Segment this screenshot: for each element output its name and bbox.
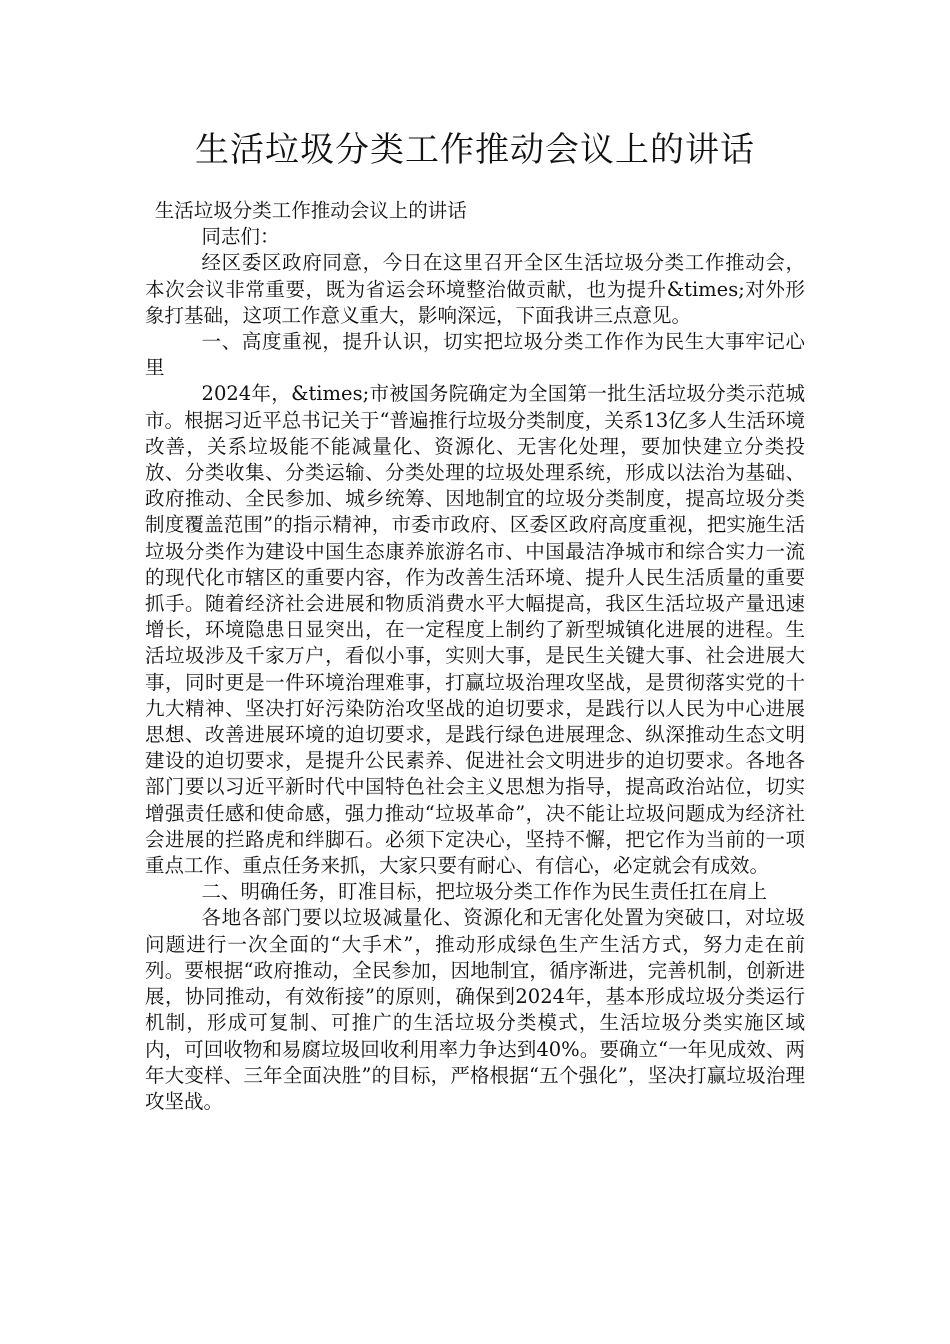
greeting: 同志们： bbox=[201, 225, 280, 249]
paragraph-section-2: 各地各部门要以垃圾减量化、资源化和无害化处置为突破口，对垃圾问题进行一次全面的“大手术”，推动形成绿色生产生活方式，努力走在前列。要根据“政府推动，全民参加，因地制宜，循序渐进，完善机制，创新进展，协同推动，有效衔接”的原则，确保到2024年，基本形成垃圾分类运行机制，形成可复制、可推广的生活垃圾分类模式，生活垃圾分类实施区域内，可回收物和易腐垃圾回收利用率力争达到40%。要确立“一年见成效、两年大变样、三年全面决胜”的目标，严格根据“五个强化”，坚决打赢垃圾治理攻坚战。 bbox=[145, 906, 805, 1113]
section-heading-1: 一、高度重视，提升认识，切实把垃圾分类工作作为民生大事牢记心里 bbox=[145, 330, 805, 380]
paragraph-intro: 经区委区政府同意，今日在这里召开全区生活垃圾分类工作推动会，本次会议非常重要，既为省运会环境整治做贡献，也为提升&times;对外形象打基础，这项工作意义重大，影响深远，下面我讲三点意见。 bbox=[145, 251, 805, 327]
document-subtitle: 生活垃圾分类工作推动会议上的讲话 bbox=[154, 199, 467, 222]
document-body bbox=[145, 198, 805, 1115]
section-heading-2: 二、明确任务，盯准目标，把垃圾分类工作作为民生责任扛在肩上 bbox=[201, 880, 768, 904]
document-title: 生活垃圾分类工作推动会议上的讲话 bbox=[195, 130, 755, 170]
paragraph-section-1: 2024年，&times;市被国务院确定为全国第一批生活垃圾分类示范城市。根据习近平总书记关于“普遍推行垃圾分类制度，关系13亿多人生活环境改善，关系垃圾能不能减量化、资源化、无害化处理，要加快建立分类投放、分类收集、分类运输、分类处理的垃圾处理系统，形成以法治为基础、政府推动、全民参加、城乡统筹、因地制宜的垃圾分类制度，提高垃圾分类制度覆盖范围”的指示精神，市委市政府、区委区政府高度重视，把实施生活垃圾分类作为建设中国生态康养旅游名市、中国最洁净城市和综合实力一流的现代化市辖区的重要内容，作为改善生活环境、提升人民生活质量的重要抓手。随着经济社会进展和物质消费水平大幅提高，我区生活垃圾产量迅速增长，环境隐患日显突出，在一定程度上制约了新型城镇化进展的进程。生活垃圾涉及千家万户，看似小事，实则大事，是民生关键大事、社会进展大事，同时更是一件环境治理难事，打赢垃圾治理攻坚战，是贯彻落实党的十九大精神、坚决打好污染防治攻坚战的迫切要求，是践行以人民为中心进展思想、改善进展环境的迫切要求，是践行绿色进展理念、纵深推动生态文明建设的迫切要求，是提升公民素养、促进社会文明进步的迫切要求。各地各部门要以习近平新时代中国特色社会主义思想为指导，提高政治站位，切实增强责任感和使命感，强力推动“垃圾革命”，决不能让垃圾问题成为经济社会进展的拦路虎和绊脚石。必须下定决心，坚持不懈，把它作为当前的一项重点工作、重点任务来抓，大家只要有耐心、有信心，必定就会有成效。 bbox=[145, 382, 805, 878]
